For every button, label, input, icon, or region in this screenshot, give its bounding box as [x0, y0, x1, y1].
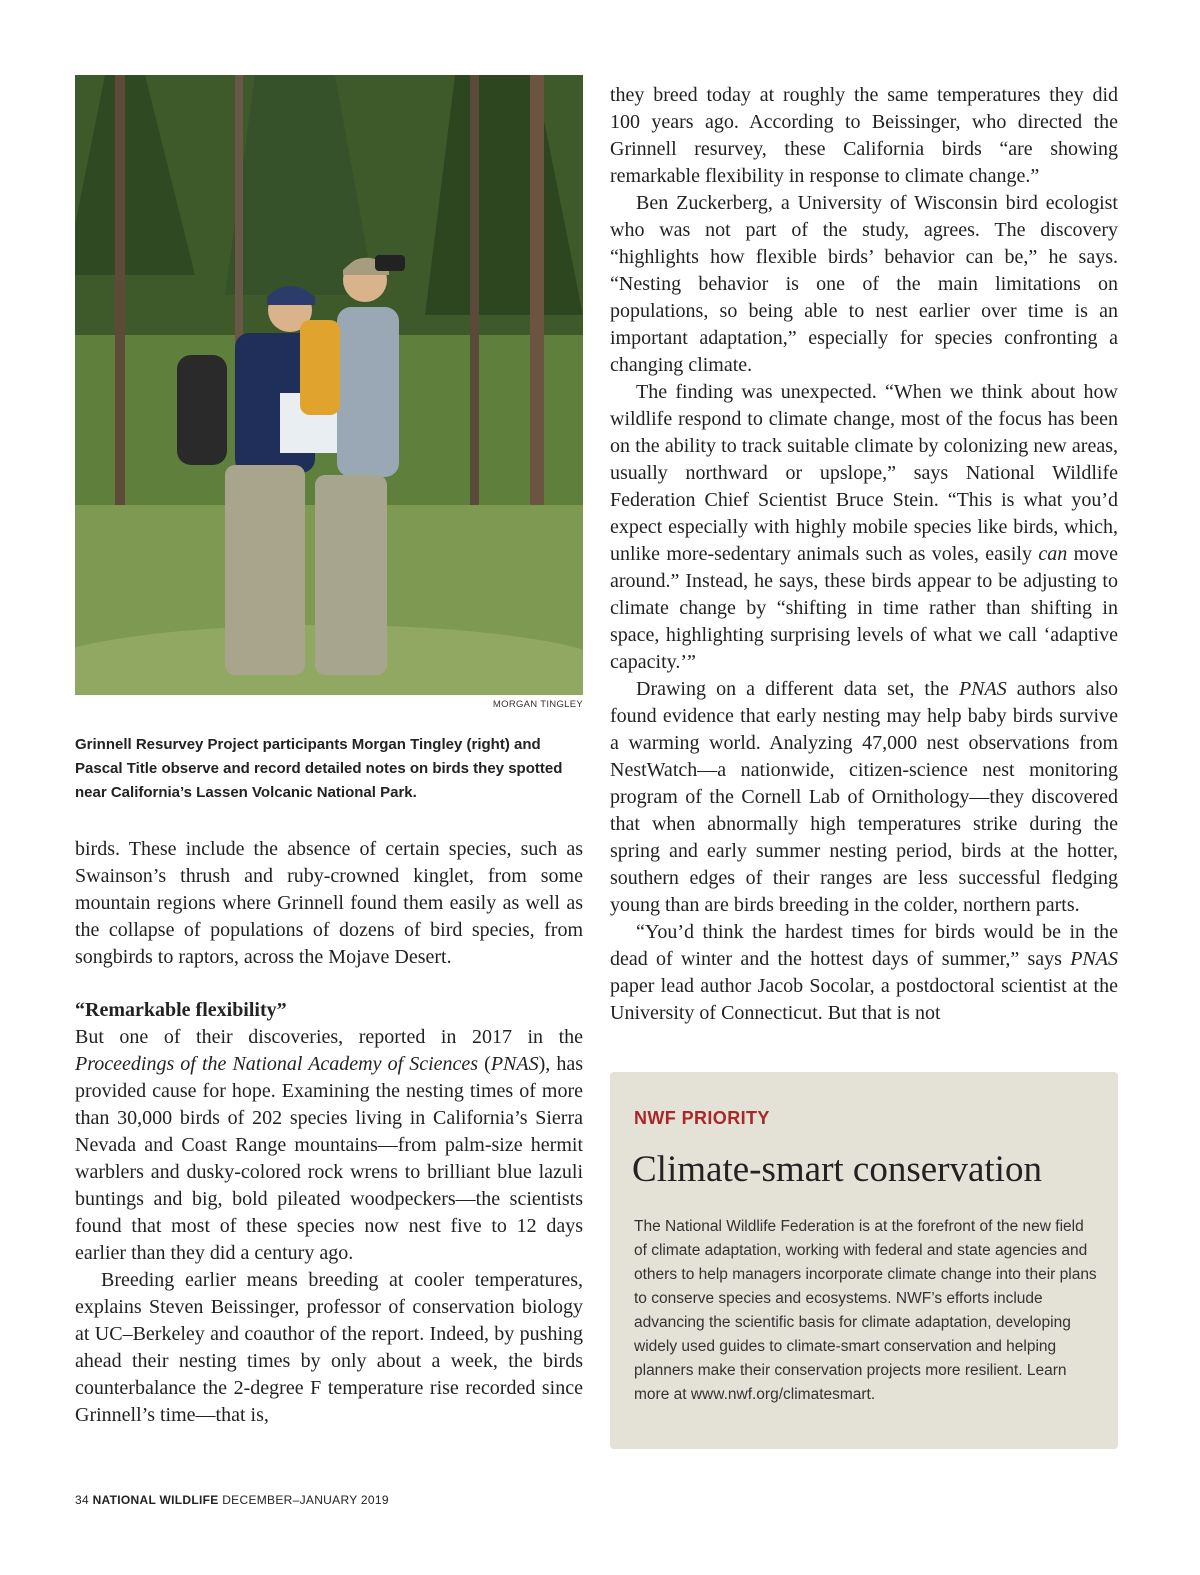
magazine-name: NATIONAL WILDLIFE: [92, 1493, 219, 1507]
article-photo: [75, 75, 583, 695]
paragraph: Breeding earlier means breeding at cooler temperatures, explains Steven Beissinger, professor of conservation biology at UC–Berkeley and coauthor of the report. Indeed, by pushing ahead their nesting times by only about a week, the birds counterbalance the 2-degree F temperature rise recorded since Grinnell’s time—that is,: [75, 1269, 583, 1426]
forest-scene-illustration: [75, 75, 583, 695]
sidebar-body: The National Wildlife Federation is at the forefront of the new field of climate adaptation, working with federal and state agencies and others to help managers incorporate climate change into their plans to conserve species and ecosystems. NWF’s efforts include advancing the scientific basis for climate adaptation, developing widely used guides to climate-smart conservation and helping planners make their conservation projects more resilient. Learn more at www.nwf.org/climatesmart.: [634, 1218, 1097, 1403]
sidebar-title: Climate-smart conservation: [632, 1149, 1042, 1190]
paragraph: “You’d think the hardest times for birds would be in the dead of winter and the hottest days of summer,” says PNAS paper lead author Jacob Socolar, a postdoctoral scientist at the University of Connecticut. But that is not: [610, 921, 1118, 1024]
paragraph: they breed today at roughly the same temperatures they did 100 years ago. According to Beissinger, who directed the Grinnell resurvey, these California birds “are showing remarkable flexibility in response to climate change.”: [610, 84, 1118, 187]
left-column-bottom: [75, 1024, 583, 1429]
nwf-priority-sidebar: [610, 1072, 1118, 1449]
page-number: 34: [75, 1493, 89, 1507]
paragraph: birds. These include the absence of certain species, such as Swainson’s thrush and ruby-crowned kinglet, from some mountain regions where Grinnell found them easily as well as the collapse of populations of dozens of bird species, from songbirds to raptors, across the Mojave Desert.: [75, 838, 583, 968]
photo-credit: MORGAN TINGLEY: [492, 699, 583, 710]
paragraph: Ben Zuckerberg, a University of Wisconsin bird ecologist who was not part of the study, agrees. The discovery “highlights how flexible birds’ behavior can be,” he says. “Nesting behavior is one of the main limitations on populations, so being able to nest earlier over time is an important adaptation,” especially for species confronting a changing climate.: [610, 192, 1118, 376]
issue-date: DECEMBER–JANUARY 2019: [222, 1493, 389, 1507]
page-footer: [75, 1493, 389, 1507]
section-subhead: “Remarkable flexibility”: [75, 999, 287, 1021]
photo-caption: Grinnell Resurvey Project participants Morgan Tingley (right) and Pascal Title observe and record detailed notes on birds they spotted near California’s Lassen Volcanic National Park.: [75, 736, 563, 801]
paragraph: Drawing on a different data set, the PNAS authors also found evidence that early nesting may help baby birds survive a warming world. Analyzing 47,000 nest observations from NestWatch—a nationwide, citizen-science nest monitoring program of the Cornell Lab of Ornithology—they discovered that when abnormally high temperatures strike during the spring and early summer nesting period, birds at the hotter, southern edges of their ranges are less successful fledging young than are birds breeding in the colder, northern parts.: [610, 678, 1118, 916]
paragraph: But one of their discoveries, reported in 2017 in the Proceedings of the National Academy of Sciences (PNAS), has provided cause for hope. Examining the nesting times of more than 30,000 birds of 202 species living in California’s Sierra Nevada and Coast Range mountains—from palm-size hermit warblers and dusky-colored rock wrens to brilliant blue lazuli buntings and big, bold pileated woodpeckers—the scientists found that most of these species now nest five to 12 days earlier than they did a century ago.: [75, 1026, 583, 1264]
sidebar-kicker: NWF PRIORITY: [634, 1108, 770, 1128]
paragraph: The finding was unexpected. “When we think about how wildlife respond to climate change, most of the focus has been on the ability to track suitable climate by colonizing new areas, usually northward or upslope,” says National Wildlife Federation Chief Scientist Bruce Stein. “This is what you’d expect especially with highly mobile species like birds, which, unlike more-sedentary animals such as voles, easily can move around.” Instead, he says, these birds appear to be adjusting to climate change by “shifting in time rather than shifting in space, highlighting surprising levels of what we call ‘adaptive capacity.’”: [610, 381, 1118, 673]
left-column-top: [75, 836, 583, 971]
right-column: [610, 82, 1118, 1027]
